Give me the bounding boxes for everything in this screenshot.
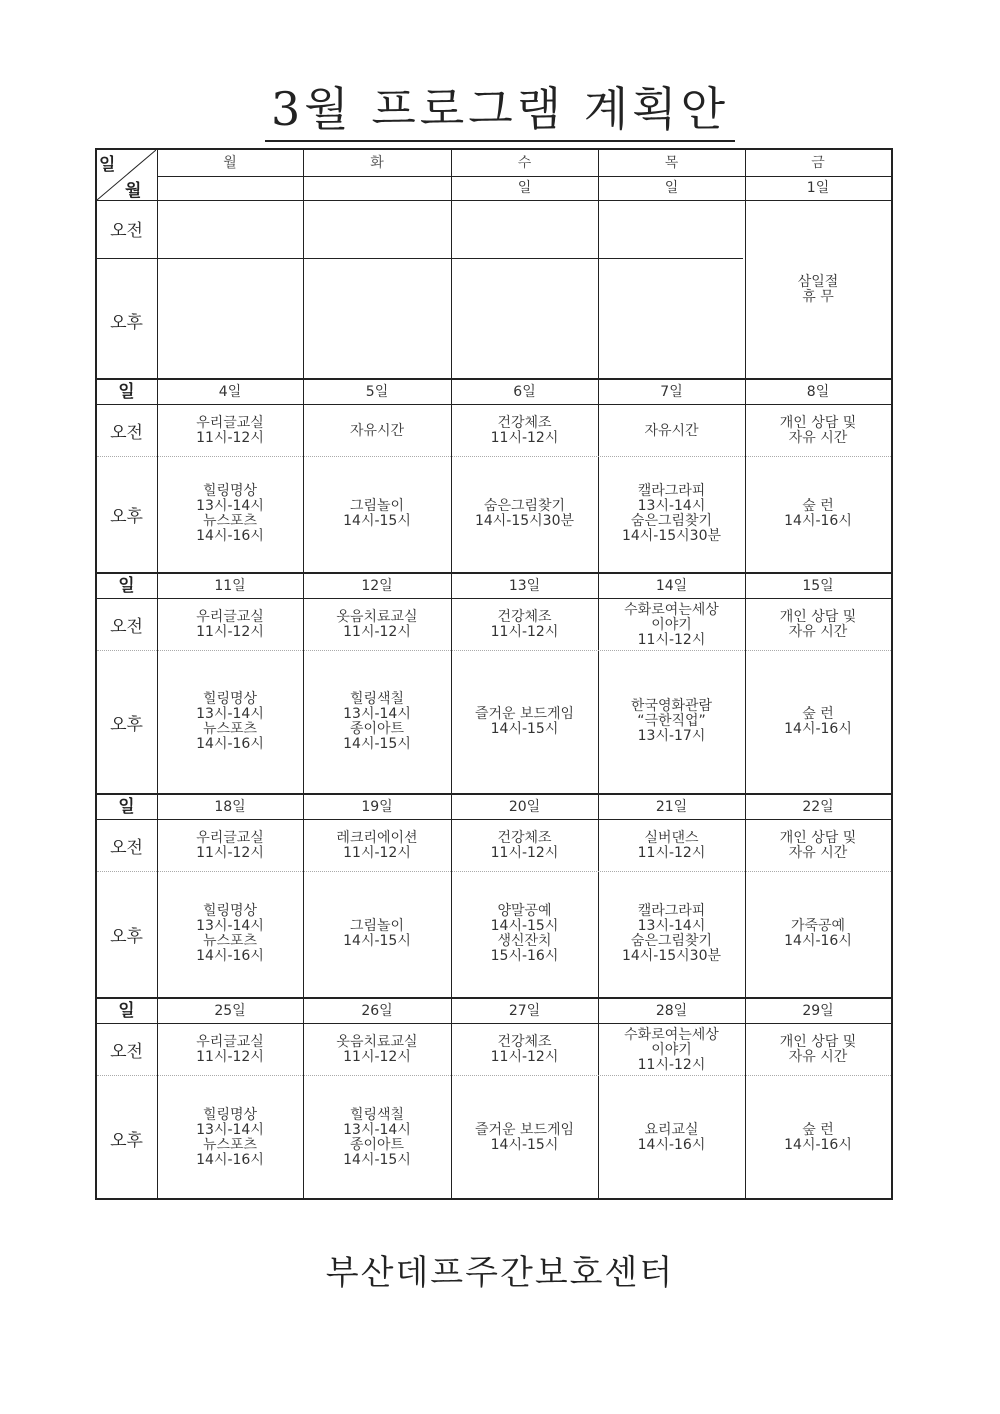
cell-text: 건강체조 — [497, 830, 552, 846]
pm-program-cell — [303, 1077, 451, 1199]
cell-text: 14시-15시 — [490, 918, 559, 934]
am-program-cell — [157, 1024, 303, 1076]
date-cell — [303, 176, 451, 200]
week-day-label: 일 — [118, 1001, 135, 1021]
date-cell: 27일 — [508, 1003, 541, 1019]
pm-program-cell — [157, 652, 303, 791]
am-program-cell — [451, 599, 598, 651]
row-divider — [97, 200, 891, 201]
date-cell: 25일 — [214, 1003, 246, 1019]
pm-program-cell — [157, 458, 303, 570]
cell-text: 힐링색칠 — [349, 1107, 405, 1123]
date-cell: 28일 — [655, 1003, 688, 1019]
date-cell: 21일 — [655, 799, 688, 815]
date-cell: 14일 — [655, 578, 688, 594]
cell-text: 14시-15시 — [343, 1152, 411, 1168]
cell-text: 숨은그림찾기 — [630, 933, 713, 949]
cell-text: 건강체조 — [497, 415, 552, 431]
cell-text: 13시-14시 — [343, 1122, 411, 1138]
cell-text: 14시-16시 — [784, 933, 852, 949]
cell-text: 그림놀이 — [349, 918, 405, 934]
pm-program-cell — [451, 652, 598, 791]
cell-text: 즐거운 보드게임 — [474, 1122, 575, 1138]
cell-text: 13시-14시 — [196, 705, 264, 722]
cell-text: 11시-12시 — [490, 845, 559, 861]
center-name: 부산데프주간보호센터 — [325, 1253, 675, 1293]
cell-text: 13시-14시 — [343, 705, 411, 722]
divider-dot — [97, 258, 743, 259]
cell-text: 힐링색칠 — [349, 690, 405, 707]
am-program-cell — [451, 1024, 598, 1076]
date-cell: 13일 — [508, 578, 541, 594]
cell-text: 우리글교실 — [196, 1034, 264, 1050]
date-cell: 15일 — [802, 578, 834, 594]
cell-text: 개인 상담 및 — [779, 609, 857, 625]
cell-text: 숲 런 — [802, 498, 834, 514]
holiday-cell — [745, 260, 891, 320]
cell-text: 힐링명상 — [202, 1107, 258, 1123]
cell-text: 14시-16시 — [637, 1137, 706, 1153]
cell-text: “극한직업” — [637, 713, 706, 729]
pm-program-cell — [451, 873, 598, 995]
cell-text: 종이아트 — [349, 1137, 405, 1153]
pm-program-cell — [745, 652, 891, 791]
week-day-label: 일 — [118, 797, 135, 817]
am-program-cell — [745, 405, 891, 457]
cell-text: 실버댄스 — [644, 830, 699, 846]
cell-text: 11시-12시 — [490, 430, 559, 446]
cell-text: 11시-12시 — [637, 845, 706, 861]
date-cell: 4일 — [218, 384, 242, 400]
cell-text: 14시-15시 — [343, 933, 411, 949]
cell-text: 수화로여는세상 — [624, 1026, 719, 1043]
cell-text: 14시-16시 — [784, 513, 852, 529]
cell-text: 숲 런 — [802, 1122, 834, 1138]
cell-text: 개인 상담 및 — [779, 415, 857, 431]
cell-text: 14시-15시 — [490, 1137, 559, 1153]
cell-text: 뉴스포츠 — [202, 513, 258, 529]
cell-text: 11시-12시 — [196, 1049, 264, 1065]
cell-text: 11시-12시 — [637, 631, 706, 648]
am-program-cell — [745, 820, 891, 872]
cell-text: 자유시간 — [644, 422, 699, 439]
cell-text: 개인 상담 및 — [779, 1034, 857, 1050]
cell-text: 뉴스포츠 — [202, 720, 258, 737]
cell-text: 11시-12시 — [343, 624, 411, 640]
weekday-5: 금 — [811, 155, 825, 171]
cell-text: 자유시간 — [349, 422, 405, 439]
date-cell: 6일 — [513, 384, 536, 400]
pm-program-cell — [303, 873, 451, 995]
cell-text: 삼일절 — [797, 274, 839, 290]
am-label: 오전 — [110, 838, 143, 858]
week-day-label: 일 — [118, 576, 135, 596]
cell-text: 우리글교실 — [196, 830, 264, 846]
cell-text: 캘라그라피 — [637, 483, 706, 499]
pm-program-cell — [303, 652, 451, 791]
cell-text: 11시-12시 — [343, 1049, 411, 1065]
cell-text: 13시-14시 — [196, 498, 264, 514]
schedule-table — [95, 148, 893, 1200]
cell-text: 14시-16시 — [196, 735, 264, 752]
cell-text: 11시-12시 — [196, 430, 264, 446]
cell-text: 자유 시간 — [788, 1049, 848, 1065]
cell-text: 11시-12시 — [343, 845, 411, 861]
cell-text: 요리교실 — [644, 1122, 699, 1138]
date-cell: 29일 — [802, 1003, 834, 1019]
date-cell: 일 — [664, 180, 679, 196]
cell-text: 그림놀이 — [349, 498, 405, 514]
cell-text: 자유 시간 — [788, 430, 848, 446]
cell-text: 뉴스포츠 — [202, 1137, 258, 1153]
pm-program-cell — [745, 873, 891, 995]
cell-text: 14시-16시 — [196, 948, 264, 964]
am-program-cell — [157, 599, 303, 651]
cell-text: 11시-12시 — [490, 624, 559, 640]
date-cell: 18일 — [214, 799, 246, 815]
cell-text: 자유 시간 — [788, 624, 848, 640]
pm-program-cell — [157, 1077, 303, 1199]
cell-text: 우리글교실 — [196, 415, 264, 431]
am-program-cell — [745, 1024, 891, 1076]
cell-text: 11시-12시 — [196, 624, 264, 640]
pm-program-cell — [303, 458, 451, 570]
corner-month-label: 월 — [125, 181, 142, 201]
am-label: 오전 — [110, 221, 143, 241]
cell-text: 13시-14시 — [637, 498, 706, 514]
date-cell: 5일 — [365, 384, 389, 400]
cell-text: 13시-17시 — [637, 728, 706, 744]
weekday-3: 수 — [517, 155, 532, 171]
am-program-cell — [598, 405, 745, 457]
pm-program-cell — [745, 1077, 891, 1199]
corner-day-label: 일 — [99, 155, 116, 175]
pm-label: 오후 — [110, 313, 143, 333]
cell-text: 가죽공예 — [790, 918, 846, 934]
cell-text: 14시-15시30분 — [474, 513, 575, 529]
cell-text: 14시-16시 — [196, 528, 264, 544]
cell-text: 13시-14시 — [196, 1122, 264, 1138]
pm-label: 오후 — [110, 507, 143, 527]
cell-text: 자유 시간 — [788, 845, 848, 861]
pm-program-cell — [598, 1077, 745, 1199]
cell-text: 옷음치료교실 — [336, 1034, 418, 1050]
pm-program-cell — [451, 458, 598, 570]
date-cell: 11일 — [214, 578, 246, 594]
cell-text: 11시-12시 — [637, 1056, 706, 1073]
am-program-cell — [745, 599, 891, 651]
am-program-cell — [157, 820, 303, 872]
am-program-cell — [598, 1024, 745, 1076]
pm-program-cell — [451, 1077, 598, 1199]
am-program-cell — [598, 599, 745, 651]
date-cell: 8일 — [806, 384, 830, 400]
cell-text: 11시-12시 — [196, 845, 264, 861]
cell-text: 14시-16시 — [196, 1152, 264, 1168]
pm-program-cell — [157, 873, 303, 995]
cell-text: 우리글교실 — [196, 609, 264, 625]
page-title: 3월 프로그램 계획안 — [0, 78, 1000, 142]
date-cell: 26일 — [361, 1003, 393, 1019]
cell-text: 캘라그라피 — [637, 903, 706, 919]
cell-text: 14시-15시30분 — [621, 528, 722, 544]
cell-text: 힐링명상 — [202, 483, 258, 499]
cell-text: 14시-15시30분 — [621, 948, 722, 964]
date-cell: 12일 — [361, 578, 393, 594]
cell-text: 힐링명상 — [202, 903, 258, 919]
am-program-cell — [303, 405, 451, 457]
pm-program-cell — [598, 458, 745, 570]
am-program-cell — [451, 820, 598, 872]
date-cell — [157, 176, 303, 200]
am-program-cell — [598, 820, 745, 872]
cell-text: 11시-12시 — [490, 1049, 559, 1065]
pm-program-cell — [745, 458, 891, 570]
am-program-cell — [303, 820, 451, 872]
date-cell: 1일 — [806, 180, 830, 196]
cell-text: 15시-16시 — [490, 948, 559, 964]
am-program-cell — [303, 1024, 451, 1076]
am-label: 오전 — [110, 617, 143, 637]
week-day-label: 일 — [118, 382, 135, 402]
cell-text: 옷음치료교실 — [336, 609, 418, 625]
cell-text: 이야기 — [651, 1041, 692, 1058]
am-program-cell — [451, 405, 598, 457]
cell-text: 개인 상담 및 — [779, 830, 857, 846]
weekday-2: 화 — [370, 155, 384, 171]
cell-text: 레크리에이션 — [336, 830, 418, 846]
cell-text: 즐거운 보드게임 — [474, 705, 575, 722]
cell-text: 힐링명상 — [202, 690, 258, 707]
pm-label: 오후 — [110, 927, 143, 947]
cell-text: 숲 런 — [802, 705, 834, 722]
weekday-4: 목 — [664, 155, 679, 171]
weekday-1: 월 — [223, 155, 237, 171]
cell-text: 13시-14시 — [196, 918, 264, 934]
cell-text: 양말공예 — [497, 903, 552, 919]
cell-text: 14시-15시 — [343, 735, 411, 752]
cell-text: 건강체조 — [497, 609, 552, 625]
am-program-cell — [157, 405, 303, 457]
cell-text: 휴 무 — [802, 289, 834, 305]
pm-label: 오후 — [110, 1131, 143, 1151]
cell-text: 건강체조 — [497, 1034, 552, 1050]
date-cell: 22일 — [802, 799, 834, 815]
cell-text: 이야기 — [651, 616, 692, 633]
cell-text: 14시-16시 — [784, 720, 852, 737]
cell-text: 뉴스포츠 — [202, 933, 258, 949]
cell-text: 한국영화관람 — [630, 698, 713, 714]
cell-text: 종이아트 — [349, 720, 405, 737]
pm-program-cell — [598, 652, 745, 791]
cell-text: 숨은그림찾기 — [630, 513, 713, 529]
date-cell: 20일 — [508, 799, 541, 815]
cell-text: 14시-15시 — [343, 513, 411, 529]
am-program-cell — [303, 599, 451, 651]
cell-text: 14시-16시 — [784, 1137, 852, 1153]
cell-text: 수화로여는세상 — [624, 601, 719, 618]
cell-text: 숨은그림찾기 — [483, 498, 566, 514]
am-label: 오전 — [110, 423, 143, 443]
cell-text: 13시-14시 — [637, 918, 706, 934]
cell-text: 14시-15시 — [490, 720, 559, 737]
cell-text: 생신잔치 — [497, 933, 552, 949]
date-cell: 7일 — [660, 384, 683, 400]
date-cell: 일 — [517, 180, 532, 196]
am-label: 오전 — [110, 1042, 143, 1062]
pm-program-cell — [598, 873, 745, 995]
pm-label: 오후 — [110, 714, 143, 735]
date-cell: 19일 — [361, 799, 393, 815]
